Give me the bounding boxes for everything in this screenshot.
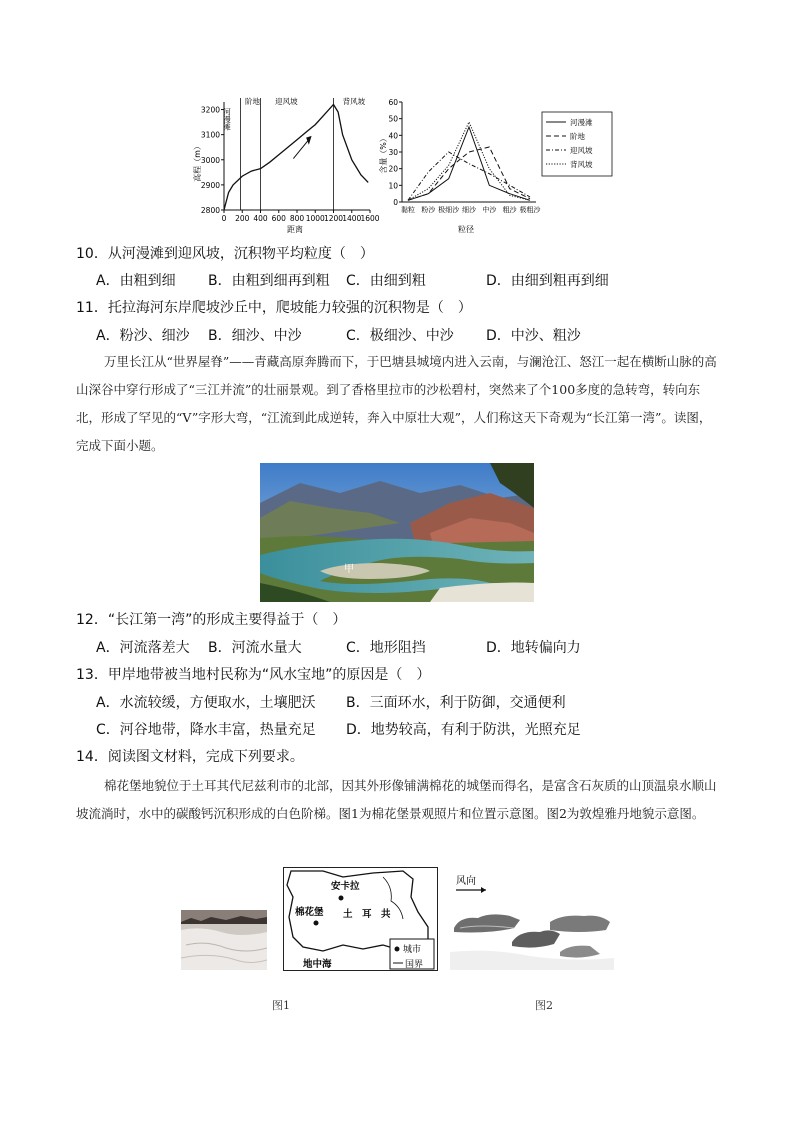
passage-yangtze: 万里长江从“世界屋脊”——青藏高原奔腾而下，于巴塘县城境内进入云南，与澜沧江、怒江一起在横断山脉的高山深谷中穿行形成了“三江并流”的壮丽景观。到了香格里拉市的沙松碧村，突然来了个100多度的急转弯，转向东北，形成了罕见的“V”字形大弯，“江流到此成逆转，奔入中原壮大观”，人们称这天下奇观为“长江第一湾”。读图，完成下面小题。 [76,354,717,453]
q10-option-d[interactable]: D．由细到粗再到细 [486,273,609,289]
grain-legend-label: 迎风坡 [570,146,593,155]
passage-cotton-castle: 棉花堡地貌位于土耳其代尼兹利市的北部，因其外形像铺满棉花的城堡而得名，是富含石灰质的山顶温泉水顺山坡流淌时，水中的碳酸钙沉积形成的白色阶梯。图1为棉花堡景观照片和位置示意图。图2为敦煌雅丹地貌示意图。 [76,778,717,821]
q11-option-a[interactable]: A．粉沙、细沙 [96,328,190,344]
grain-legend-label: 河漫滩 [570,118,593,127]
grain-category-label: 中沙 [482,206,497,214]
ankara-label: 安卡拉 [331,881,360,892]
grain-ytick-label: 20 [388,164,398,174]
question-12: 12．“长江第一湾”的形成主要得益于（ ） [76,612,347,628]
q13-option-c[interactable]: C．河谷地带，降水丰富，热量充足 [96,722,316,738]
elevation-ylabel: 高程（m） [193,142,202,182]
elevation-xtick-label: 200 [235,214,250,223]
grain-series-line-3 [408,122,530,200]
question-10: 10．从河漫滩到迎风坡，沉积物平均粒度（ ） [76,246,374,262]
elevation-xtick-label: 400 [253,214,268,223]
elevation-xtick-label: 600 [271,214,286,223]
wind-arrow-icon [306,136,311,145]
legend-city-dot [395,947,400,952]
question-14: 14．阅读图文材料，完成下列要求。 [76,749,304,765]
ankara-dot [339,896,344,901]
elevation-ytick-label: 2900 [200,180,220,190]
zone-label-windward: 迎风坡 [275,97,298,106]
zone-label-floodplain: 河漫滩 [222,108,232,131]
grain-size-chart [376,92,616,234]
q12-option-b[interactable]: B．河流水量大 [208,640,302,656]
q10-option-a[interactable]: A．由粗到细 [96,273,176,289]
cotton-castle-dot [314,921,319,926]
grain-ytick-label: 60 [388,98,398,107]
figure-2-caption: 图2 [535,999,553,1012]
cotton-castle-label: 棉花堡 [295,907,324,918]
elevation-xtick-label: 1400 [342,214,362,223]
q12-option-d[interactable]: D．地转偏向力 [486,640,581,656]
elevation-ytick-label: 3200 [200,105,220,115]
q13-option-b[interactable]: B．三面环水，利于防御，交通便利 [346,695,566,711]
q11-option-d[interactable]: D．中沙、粗沙 [486,328,581,344]
q12-option-c[interactable]: C．地形阻挡 [346,640,426,656]
zone-label-leeward: 背风坡 [342,97,366,106]
grain-ytick-label: 50 [388,114,398,124]
grain-legend-label: 背风坡 [570,160,593,169]
figure-1-caption: 图1 [272,999,290,1012]
question-11: 11．托拉海河东岸爬坡沙丘中，爬坡能力较强的沉积物是（ ） [76,300,472,316]
grain-category-label: 极细沙 [438,206,460,214]
q13-option-d[interactable]: D．地势较高，有利于防洪，光照充足 [346,722,581,738]
question-13: 13．甲岸地带被当地村民称为“风水宝地”的原因是（ ） [76,667,431,683]
grain-ytick-label: 30 [388,148,398,157]
grain-xlabel: 粒径 [458,225,474,234]
q11-option-c[interactable]: C．极细沙、中沙 [346,328,454,344]
sea-label: 地中海 [303,959,332,970]
grain-category-label: 粗沙 [502,206,517,214]
q12-option-a[interactable]: A．河流落差大 [96,640,190,656]
legend-border-label: 国界 [405,960,424,970]
q10-option-c[interactable]: C．由细到粗 [346,273,426,289]
grain-series-line-0 [408,127,530,200]
elevation-ytick-label: 3000 [200,155,220,165]
grain-category-label: 极粗沙 [519,206,541,214]
grain-category-label: 细沙 [462,206,476,214]
cotton-castle-photo [181,910,267,970]
grain-legend-label: 阶地 [570,132,585,141]
country-label: 土 耳 共 [343,909,391,920]
yangtze-first-bend-photo [260,463,534,602]
elevation-xtick-label: 1600 [360,214,380,223]
grain-ytick-label: 40 [388,131,398,141]
elevation-xtick-label: 1200 [323,214,344,223]
elevation-ytick-label: 2800 [200,206,220,215]
grain-ytick-label: 10 [388,181,398,191]
grain-category-label: 粉沙 [421,206,436,214]
grain-ytick-label: 0 [393,198,398,207]
elevation-xtick-label: 1000 [305,214,325,223]
grain-series-line-2 [408,152,530,200]
q13-option-a[interactable]: A．水流较缓，方便取水，土壤肥沃 [96,695,316,711]
yardang-diagram [450,872,614,970]
legend-city-label: 城市 [403,945,422,955]
grain-ylabel: 含量（%） [379,134,388,174]
q10-option-b[interactable]: B．由粗到细再到粗 [208,273,330,289]
elevation-xtick-label: 0 [221,214,227,223]
photo-label-jia: 甲 [344,564,354,575]
zone-label-terrace: 阶地 [244,97,260,106]
grain-series-line-1 [408,147,530,200]
elevation-xlabel: 距离 [287,225,303,234]
q11-option-b[interactable]: B．细沙、中沙 [208,328,302,344]
elevation-xtick-label: 800 [289,214,305,223]
elevation-profile-line [224,105,368,211]
elevation-ytick-label: 3100 [200,130,220,140]
grain-category-label: 黏粒 [401,206,415,214]
turkey-location-map [283,867,438,971]
elevation-chart [190,92,380,234]
wind-direction-label: 风向 [456,876,476,887]
